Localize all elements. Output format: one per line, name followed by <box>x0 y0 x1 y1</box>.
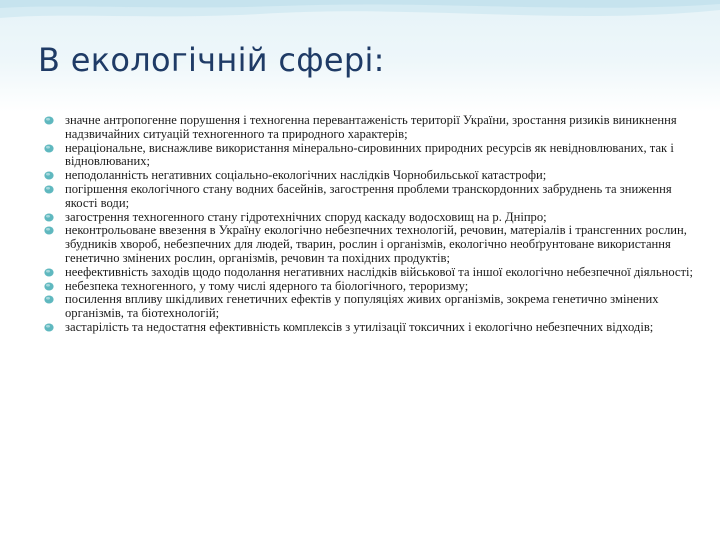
bullet-item <box>44 321 694 335</box>
bullet-text: неефективність заходів щодо подолання негативних наслідків військової та іншої екологічно небезпечної діяльності; <box>65 264 694 279</box>
bullet-item <box>44 169 694 183</box>
bullet-dot-icon <box>44 295 54 304</box>
bullet-dot-icon <box>44 185 54 194</box>
bullet-dot-icon <box>44 282 54 291</box>
bullet-list <box>44 114 694 335</box>
bullet-text: значне антропогенне порушення і техногенна перевантаженість території України, зростання ризиків виникнення надзвичайних ситуацій техногенного та природного характерів; <box>65 113 677 141</box>
bullet-dot-icon <box>44 213 54 222</box>
bullet-text: погіршення екологічного стану водних басейнів, загострення проблеми транскордонних забруднень та зниження якості води; <box>65 181 672 210</box>
bullet-text: небезпека техногенного, у тому числі ядерного та біологічного, тероризму; <box>65 278 469 293</box>
bullet-dot-icon <box>44 116 54 125</box>
bullet-dot-icon <box>44 144 54 153</box>
bullet-text: застарілість та недостатня ефективність комплексів з утилізації токсичних і екологічно небезпечних відходів; <box>65 319 654 334</box>
bullet-item <box>44 280 694 294</box>
bullet-item <box>44 142 694 170</box>
bullet-item <box>44 293 694 321</box>
bullet-dot-icon <box>44 268 54 277</box>
slide-title: В екологічній сфері: <box>38 41 385 79</box>
bullet-dot-icon <box>44 171 54 180</box>
bullet-text: посилення впливу шкідливих генетичних ефектів у популяціях живих організмів, зокрема генетично змінених організмів, та біотехнологій; <box>65 292 659 321</box>
bullet-item <box>44 266 694 280</box>
bullet-dot-icon <box>44 323 54 332</box>
bullet-text: нераціональне, виснажливе використання мінерально-сировинних природних ресурсів як невідновлюваних, так і відновлюваних; <box>65 140 674 169</box>
bullet-item <box>44 114 694 142</box>
bullet-dot-icon <box>44 226 54 235</box>
bullet-text: неподоланність негативних соціально-екологічних наслідків Чорнобильської катастрофи; <box>65 168 547 183</box>
bullet-item <box>44 211 694 225</box>
bullet-text: неконтрольоване ввезення в Україну екологічно небезпечних технологій, речовин, матеріалів і трансгенних рослин, збудників хвороб, небезпечних для людей, тварин, рослин і організмів, екологічно необґрунтоване використання генетично змінених рослин, організмів, речовин та похідних продуктів; <box>65 223 687 265</box>
bullet-item <box>44 183 694 211</box>
bullet-text: загострення техногенного стану гідротехнічних споруд каскаду водосховищ на р. Дніпро; <box>65 209 547 224</box>
bullet-item <box>44 224 694 265</box>
decorative-wave <box>0 0 720 40</box>
